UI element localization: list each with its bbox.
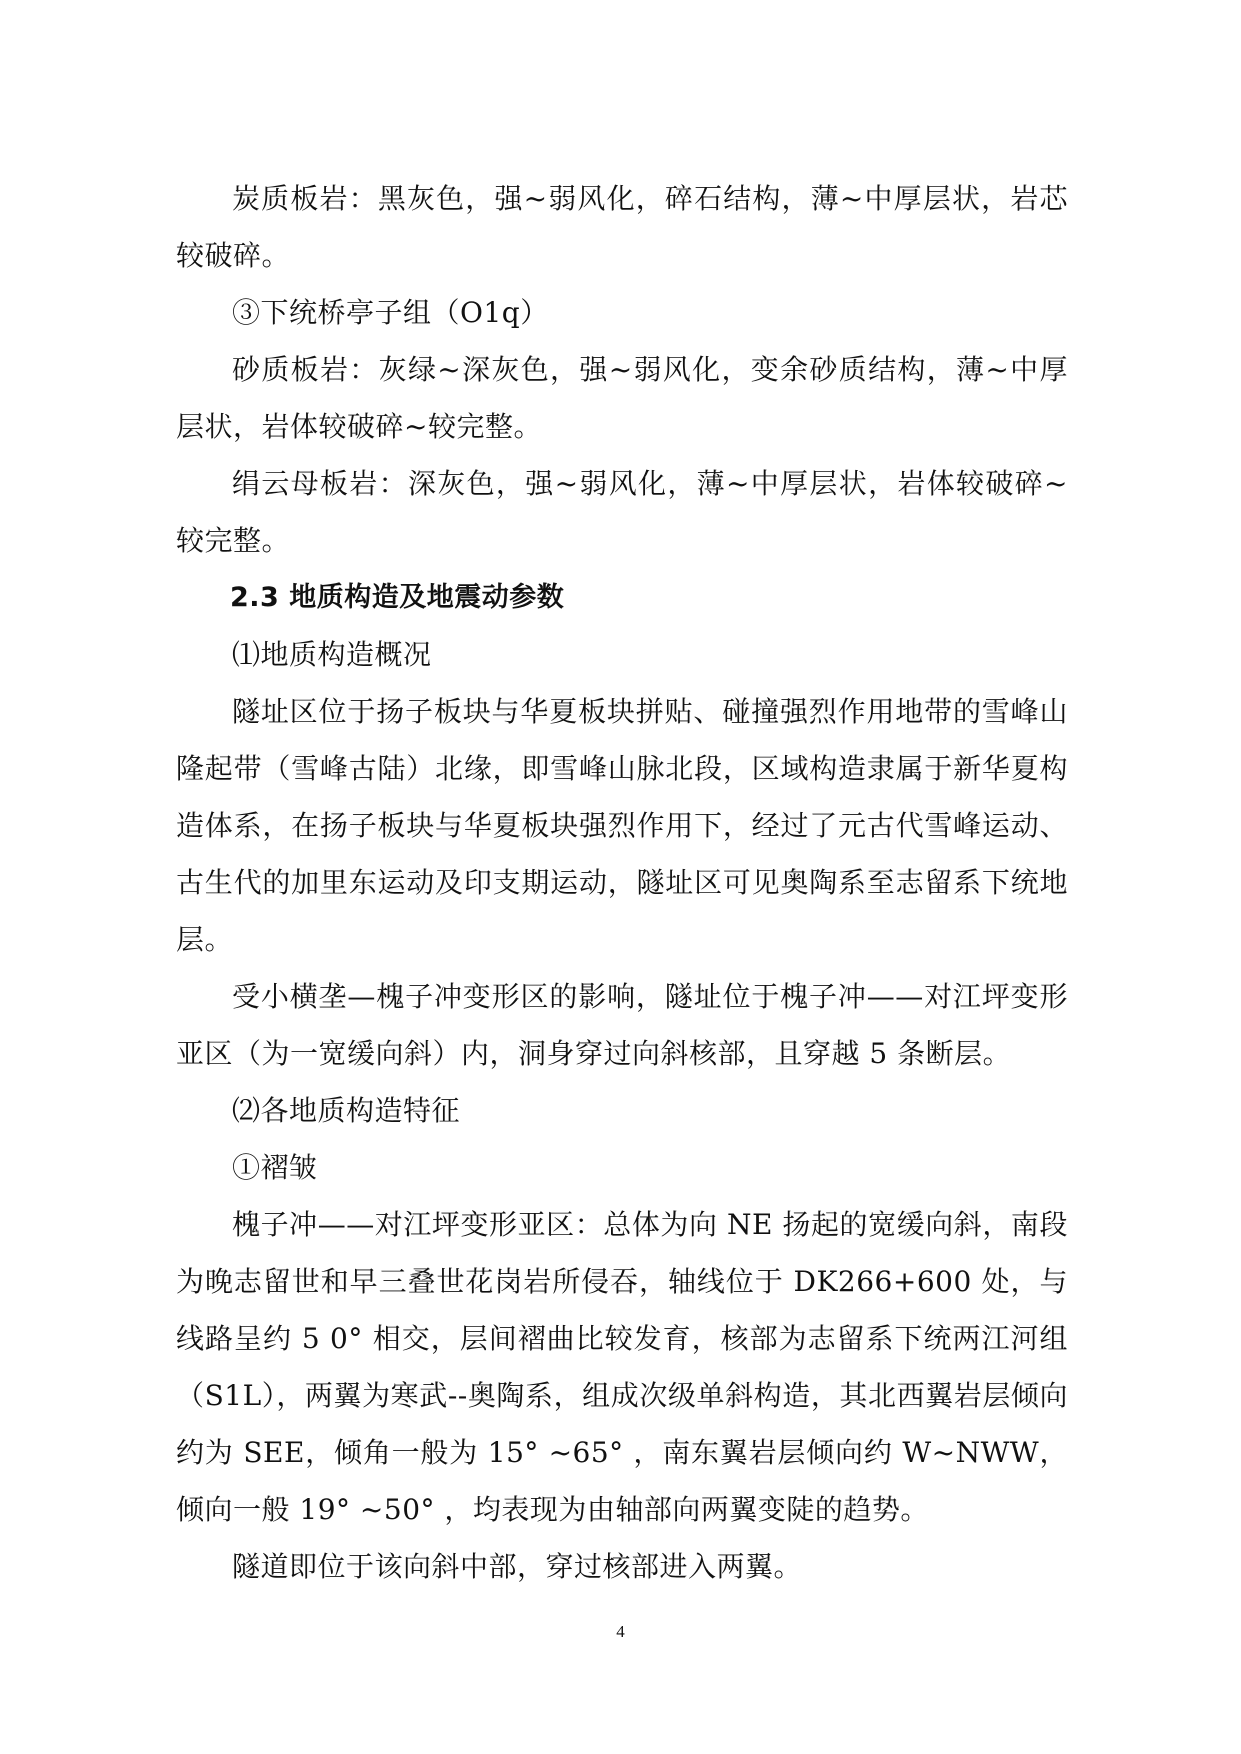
subsection-qiaotingzi-formation: ③下统桥亭子组（O1q） bbox=[232, 296, 549, 329]
paragraph-tunnel-position: 隧道即位于该向斜中部，穿过核部进入两翼。 bbox=[232, 1550, 803, 1583]
paragraph-deformation-zone: 受小横垄—槐子冲变形区的影响，隧址位于槐子冲——对江坪变形亚区（为一宽缓向斜）内，洞身穿过向斜核部，且穿越 5 条断层。 bbox=[176, 980, 1068, 1070]
paragraph-regional-tectonics: 隧址区位于扬子板块与华夏板块拼贴、碰撞强烈作用地带的雪峰山隆起带（雪峰古陆）北缘，即雪峰山脉北段，区域构造隶属于新华夏构造体系，在扬子板块与华夏板块强烈作用下，经过了元古代雪峰运动、古生代的加里东运动及印支期运动，隧址区可见奥陶系至志留系下统地层。 bbox=[176, 695, 1068, 956]
subsection-structure-overview: ⑴地质构造概况 bbox=[232, 638, 432, 671]
section-heading: 2.3 地质构造及地震动参数 bbox=[230, 582, 565, 613]
page-body bbox=[176, 170, 1068, 1595]
subsection-structure-features: ⑵各地质构造特征 bbox=[232, 1094, 461, 1127]
subsection-folds: ①褶皱 bbox=[232, 1151, 318, 1184]
paragraph-sericite-slate: 绢云母板岩：深灰色，强~弱风化，薄~中厚层状，岩体较破碎~较完整。 bbox=[176, 467, 1068, 557]
page-number: 4 bbox=[616, 1622, 625, 1641]
paragraph-syncline-description: 槐子冲——对江坪变形亚区：总体为向 NE 扬起的宽缓向斜，南段为晚志留世和早三叠世花岗岩所侵吞，轴线位于 DK266+600 处，与线路呈约 5 0° 相交，层间褶曲比较发育，核部为志留系下统两江河组（S1L），两翼为寒武--奥陶系，组成次级单斜构造，其北西翼岩层倾向约为 SEE，倾角一般为 15° ~65° ，南东翼岩层倾向约 W~NWW，倾向一般 19° ~50° ，均表现为由轴部向两翼变陡的趋势。 bbox=[176, 1208, 1068, 1526]
paragraph-carbonaceous-slate: 炭质板岩：黑灰色，强~弱风化，碎石结构，薄~中厚层状，岩芯较破碎。 bbox=[176, 182, 1068, 272]
paragraph-sandy-slate: 砂质板岩：灰绿~深灰色，强~弱风化，变余砂质结构，薄~中厚层状，岩体较破碎~较完整。 bbox=[176, 353, 1068, 443]
